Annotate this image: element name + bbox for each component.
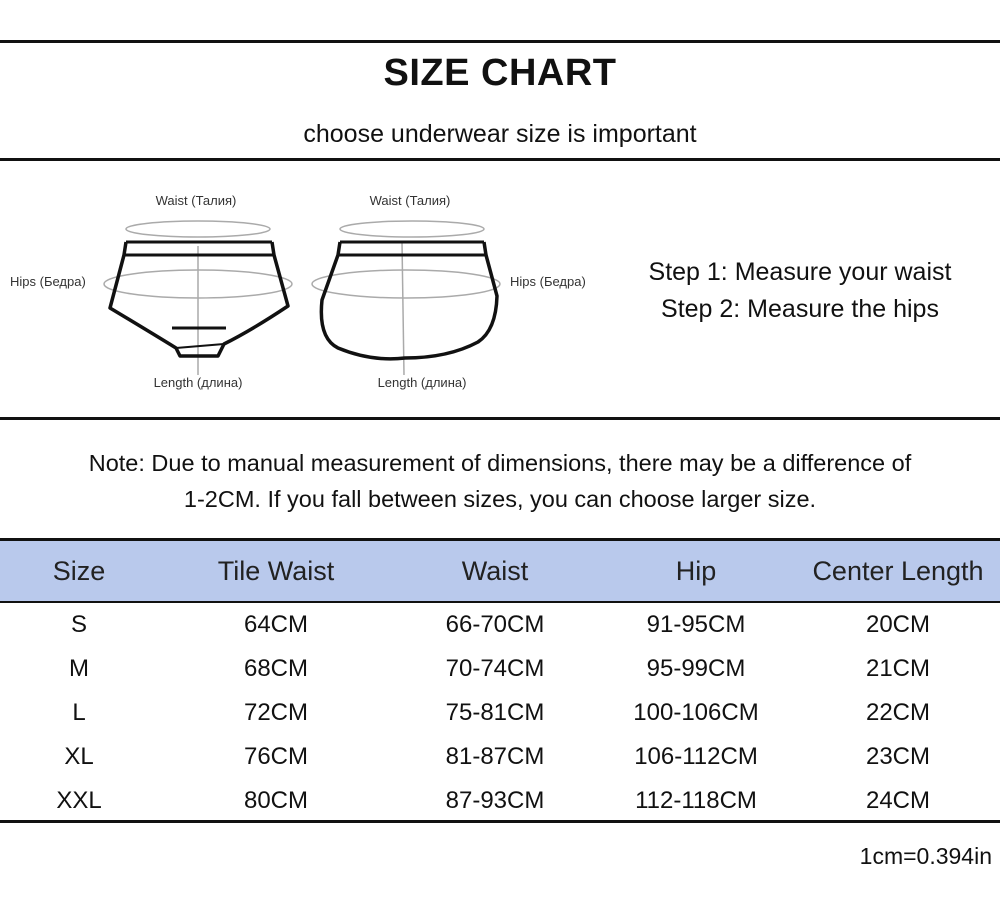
- header-waist: Waist: [394, 541, 596, 602]
- cell-waist: 81-87CM: [445, 743, 545, 770]
- cell-hip: 91-95CM: [646, 611, 746, 638]
- step-2-text: Step 2: Measure the hips: [661, 295, 939, 323]
- measurement-diagram: [0, 180, 600, 400]
- cell-center-length: 24CM: [865, 787, 931, 814]
- brief-front-illustration: [104, 221, 292, 375]
- header-center-length: Center Length: [796, 541, 1000, 602]
- brief-back-illustration: [312, 221, 500, 375]
- note-line-1: Note: Due to manual measurement of dimensions, there may be a difference of: [88, 450, 912, 476]
- header-hip: Hip: [596, 541, 796, 602]
- cell-waist: 75-81CM: [445, 699, 545, 726]
- table-row: [0, 602, 1000, 647]
- underwear-diagram-svg: [0, 180, 600, 400]
- cell-size: M: [69, 655, 89, 682]
- cell-hip: 100-106CM: [633, 699, 759, 726]
- table-row: [0, 735, 1000, 779]
- table-row: [0, 691, 1000, 735]
- table-row: [0, 647, 1000, 691]
- note-line-2: 1-2CM. If you fall between sizes, you can choose larger size.: [183, 486, 817, 512]
- page-subtitle: choose underwear size is important: [303, 120, 697, 148]
- diagram-rule: [0, 417, 1000, 420]
- cell-tile-waist: 68CM: [243, 655, 309, 682]
- right-hips-label: Hips (Бедра): [510, 274, 586, 289]
- cell-center-length: 20CM: [865, 611, 931, 638]
- subtitle-rule: [0, 158, 1000, 161]
- cell-hip: 112-118CM: [635, 787, 757, 814]
- cell-size: L: [72, 699, 86, 726]
- right-length-label: Length (длина): [377, 375, 467, 390]
- table-bottom-rule: [0, 820, 1000, 823]
- top-rule: [0, 40, 1000, 43]
- cell-tile-waist: 76CM: [243, 743, 309, 770]
- cell-waist: 66-70CM: [445, 611, 545, 638]
- right-waist-label: Waist (Талия): [369, 193, 451, 208]
- cell-size: S: [70, 611, 87, 638]
- cell-tile-waist: 64CM: [243, 611, 309, 638]
- cell-hip: 95-99CM: [646, 655, 746, 682]
- cell-waist: 87-93CM: [445, 787, 545, 814]
- step-1-text: Step 1: Measure your waist: [648, 258, 952, 286]
- cell-center-length: 23CM: [865, 743, 931, 770]
- left-waist-label: Waist (Талия): [155, 193, 237, 208]
- cell-center-length: 21CM: [865, 655, 931, 682]
- left-hips-label: Hips (Бедра): [10, 274, 86, 289]
- cell-center-length: 22CM: [865, 699, 931, 726]
- header-tile-waist: Tile Waist: [158, 541, 394, 602]
- measurement-steps: [600, 254, 1000, 328]
- cell-tile-waist: 72CM: [243, 699, 309, 726]
- cell-tile-waist: 80CM: [243, 787, 309, 814]
- table-row: [0, 779, 1000, 823]
- measurement-note: [0, 445, 1000, 517]
- header-size: Size: [0, 541, 158, 602]
- left-length-label: Length (длина): [153, 375, 243, 390]
- unit-conversion: 1cm=0.394in: [859, 843, 992, 869]
- cell-size: XL: [64, 743, 94, 770]
- cell-size: XXL: [56, 787, 102, 814]
- size-table: [0, 541, 1000, 823]
- cell-waist: 70-74CM: [445, 655, 545, 682]
- table-header-row: [0, 541, 1000, 602]
- page-title: SIZE CHART: [383, 52, 617, 94]
- cell-hip: 106-112CM: [634, 743, 758, 770]
